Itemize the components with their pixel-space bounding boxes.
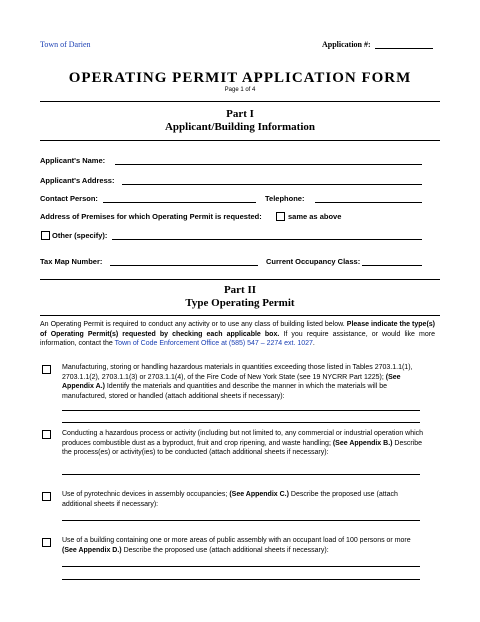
part2-label: Part II	[223, 284, 257, 296]
appendix-reference: (See Appendix D.)	[62, 546, 122, 554]
premises-address-label: Address of Premises for which Operating Permit is requested:	[40, 212, 262, 221]
tax-map-label: Tax Map Number:	[40, 257, 103, 266]
item-answer-line[interactable]	[62, 410, 420, 411]
application-number-label: Application #:	[322, 40, 371, 49]
contact-person-field[interactable]	[103, 202, 256, 203]
part2-intro	[40, 320, 435, 349]
applicant-address-label: Applicant's Address:	[40, 176, 115, 185]
applicant-name-field[interactable]	[115, 164, 422, 165]
permit-pyrotechnics-checkbox[interactable]	[42, 492, 51, 501]
permit-hazardous-process-checkbox[interactable]	[42, 430, 51, 439]
page-indicator: Page 1 of 4	[224, 87, 256, 93]
divider	[40, 101, 440, 102]
divider	[40, 140, 440, 141]
part1-label: Part I	[226, 108, 254, 120]
item-text: Manufacturing, storing or handling hazardous materials in quantities exceeding those listed in Tables 2703.1.1(1), 2703.1.1(2), 2703.1.1(3) or 2703.1.1(4), of the Fire Code of New York State (see 19 NYCRR Part 1225);	[62, 364, 413, 381]
item-text: Describe the proposed use (attach additional sheets if necessary):	[62, 491, 398, 508]
permit-item-description	[62, 536, 424, 555]
other-specify-field[interactable]	[112, 239, 422, 240]
telephone-label: Telephone:	[265, 194, 305, 203]
permit-item-description	[62, 363, 424, 401]
application-number-field[interactable]	[375, 48, 433, 49]
other-specify-label: Other (specify):	[52, 231, 108, 240]
permit-public-assembly-checkbox[interactable]	[42, 538, 51, 547]
item-answer-line[interactable]	[62, 474, 420, 475]
code-enforcement-contact-link[interactable]: Town of Code Enforcement Office at (585) 547 – 2274 ext. 1027	[114, 340, 313, 347]
item-answer-line[interactable]	[62, 566, 420, 567]
item-text: Use of a building containing one or more areas of public assembly with an occupant load of 100 persons or more	[62, 537, 411, 544]
other-specify-checkbox[interactable]	[41, 231, 50, 240]
town-name: Town of Darien	[40, 40, 91, 49]
applicant-name-label: Applicant's Name:	[40, 156, 106, 165]
permit-item-description	[62, 429, 424, 458]
divider	[40, 279, 440, 280]
occupancy-class-label: Current Occupancy Class:	[266, 257, 361, 266]
occupancy-class-field[interactable]	[362, 265, 422, 266]
intro-text: If you require assistance, or would like more information, contact the	[40, 330, 435, 347]
item-text: Describe the process(es) or activity(ies) to be conducted (attach additional sheets if necessary):	[62, 439, 423, 456]
telephone-field[interactable]	[315, 202, 422, 203]
intro-instruction: Please indicate the type(s) of Operating Permit(s) requested by checking each applicable box.	[40, 321, 436, 338]
part1-heading: Applicant/Building Information	[164, 121, 316, 133]
intro-text: An Operating Permit is required to conduct any activity or to use any class of building listed below.	[40, 321, 347, 328]
item-text: Describe the proposed use (attach additional sheets if necessary):	[121, 546, 329, 554]
item-answer-line[interactable]	[62, 520, 420, 521]
contact-person-label: Contact Person:	[40, 194, 98, 203]
permit-item-description	[62, 490, 424, 509]
appendix-reference: (See Appendix C.)	[229, 491, 289, 498]
same-as-above-label: same as above	[288, 212, 342, 221]
appendix-reference: (See Appendix A.)	[62, 373, 401, 390]
item-answer-line[interactable]	[62, 422, 420, 423]
permit-hazardous-materials-checkbox[interactable]	[42, 365, 51, 374]
item-answer-line[interactable]	[62, 579, 420, 580]
appendix-reference: (See Appendix B.)	[332, 439, 393, 447]
item-text: Identify the materials and quantities and describe the manner in which the materials will be manufactured, stored or handled (attach additional sheets if necessary):	[62, 383, 388, 400]
applicant-address-field[interactable]	[122, 184, 422, 185]
same-as-above-checkbox[interactable]	[276, 212, 285, 221]
form-title: OPERATING PERMIT APPLICATION FORM	[68, 70, 412, 86]
item-text: Use of pyrotechnic devices in assembly occupancies;	[62, 491, 230, 498]
part2-heading: Type Operating Permit	[185, 297, 295, 309]
intro-text: .	[312, 340, 315, 347]
tax-map-field[interactable]	[110, 265, 258, 266]
divider	[40, 315, 440, 316]
item-text: Conducting a hazardous process or activity (including but not limited to, any commercial or industrial operation which produces combustible dust as a byproduct, fruit and crop ripening, and waste handling;	[62, 430, 424, 447]
